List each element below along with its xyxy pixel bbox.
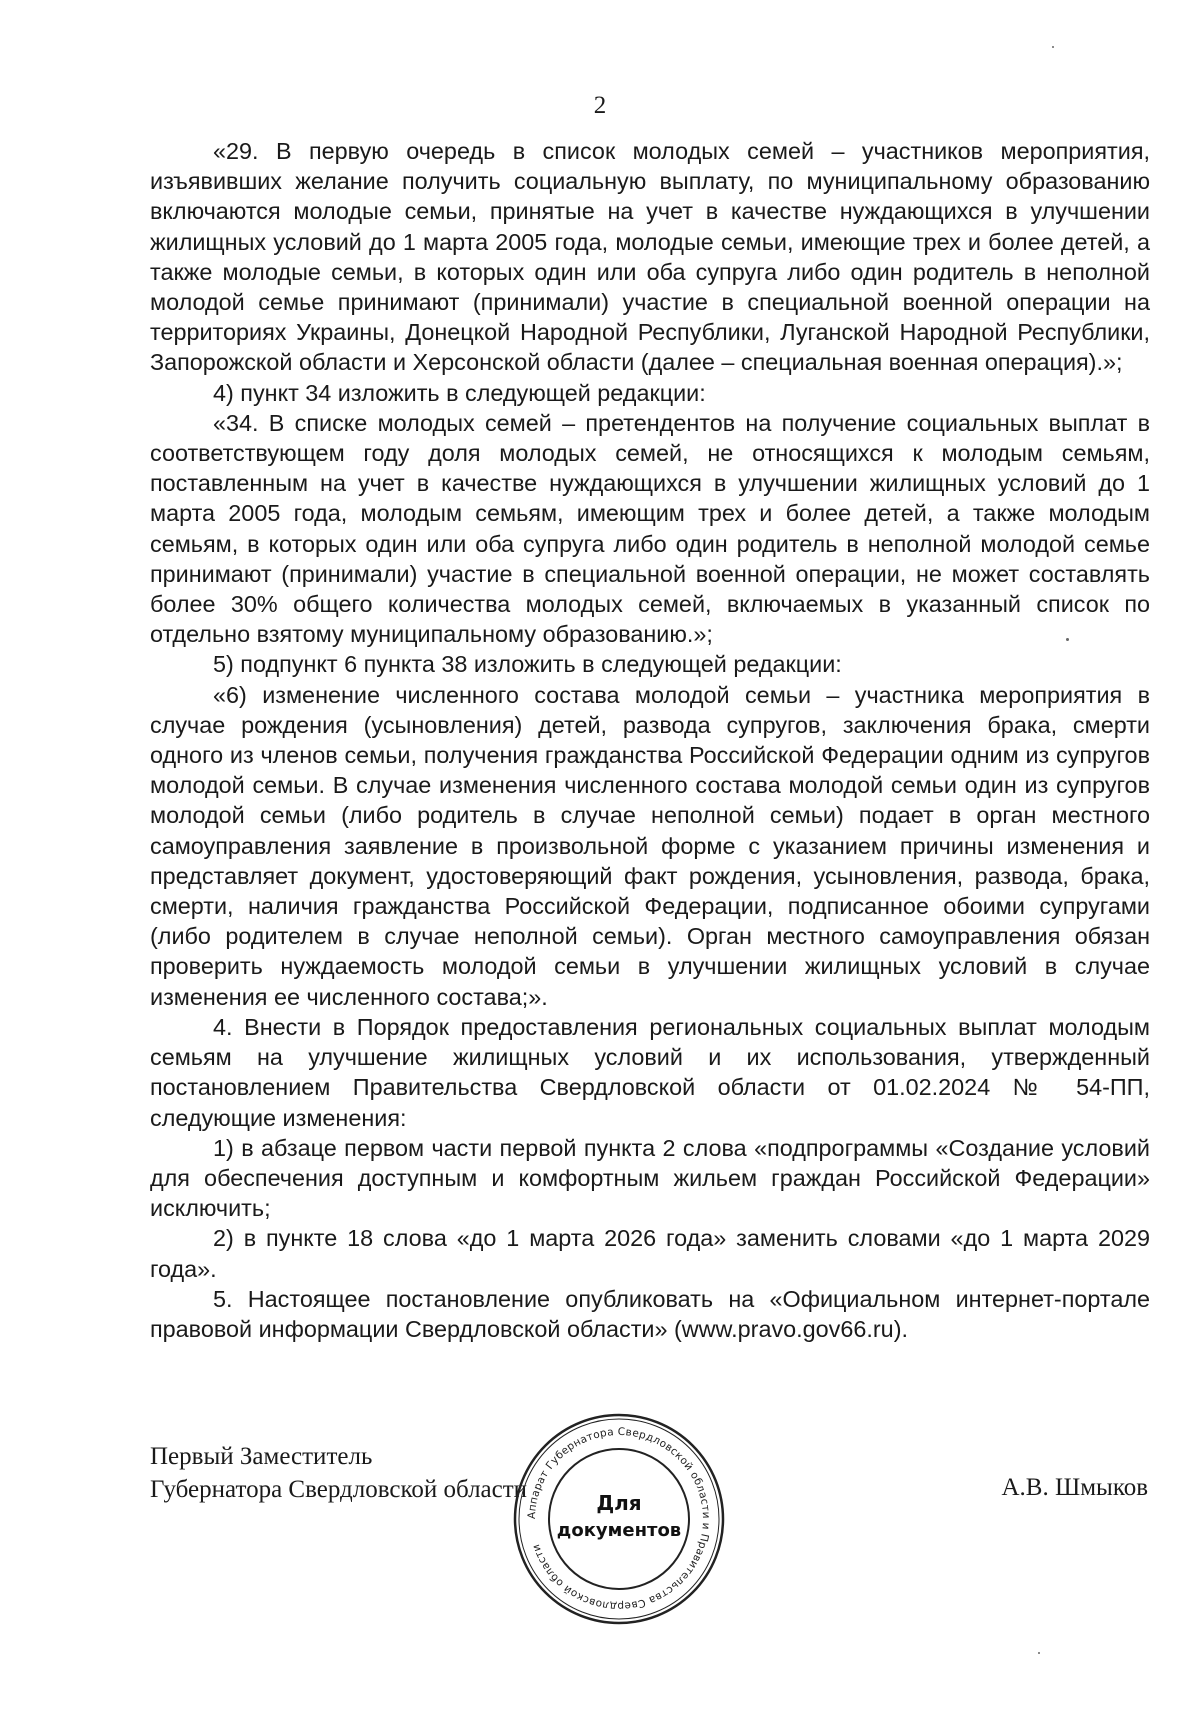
paragraph-amendment-1: 1) в абзаце первом части первой пункта 2 слова «подпрограммы «Создание условий для обеспечения доступным и комфортным жильем граждан Российской Федерации» исключить; — [150, 1134, 1150, 1222]
scan-speck — [1066, 638, 1069, 641]
paragraph-amendment-2: 2) в пункте 18 слова «до 1 марта 2026 года» заменить словами «до 1 марта 2029 года». — [150, 1225, 1150, 1282]
stamp-center-line2: документов — [556, 1520, 682, 1541]
scan-speck — [1052, 46, 1054, 48]
stamp-ring-text: Аппарат Губернатора Свердловской области и Правительства Свердловской области — [525, 1425, 713, 1613]
paragraph-item-5: 5) подпункт 6 пункта 38 изложить в следующей редакции: — [213, 651, 842, 678]
page-number: 2 — [593, 92, 607, 119]
paragraph-29: «29. В первую очередь в список молодых семей – участников мероприятия, изъявивших желание получить социальную выплату, по муниципальному образованию включаются молодые семьи, принятые на учет в качестве нуждающихся в улучшении жилищных условий до 1 марта 2005 года, молодые семьи, имеющие трех и более детей, а также молодые семьи, в которых один или оба супруга либо один родитель в неполной молодой семье принимают (принимали) участие в специальной военной операции на территориях Украины, Донецкой Народной Республики, Луганской Народной Республики, Запорожской области и Херсонской области (далее – специальная военная операция).»; — [150, 138, 1150, 376]
paragraph-34: «34. В списке молодых семей – претендентов на получение социальных выплат в соответствующем году доля молодых семей, не относящихся к молодым семьям, поставленным на учет в качестве нуждающихся в улучшении жилищных условий до 1 марта 2005 года, молодым семьям, имеющим трех и более детей, а также молодым семьям, в которых один или оба супруга либо один родитель в неполной молодой семье принимают (принимали) участие в специальной военной операции, не может составлять более 30% общего количества молодых семей, включаемых в указанный список по отдельно взятому муниципальному образованию.»; — [150, 409, 1150, 648]
stamp-center-line1: Для — [596, 1491, 642, 1515]
paragraph-section-5: 5. Настоящее постановление опубликовать на «Официальном интернет-портале правовой информации Свердловской области» (www.pravo.gov66.ru). — [150, 1285, 1150, 1342]
scan-speck — [1038, 1652, 1040, 1654]
document-body — [150, 136, 1150, 1344]
official-stamp — [508, 1408, 730, 1630]
signatory-position — [150, 1440, 527, 1506]
paragraph-item-4: 4) пункт 34 изложить в следующей редакции: — [213, 379, 706, 406]
paragraph-section-4: 4. Внести в Порядок предоставления региональных социальных выплат молодым семьям на улучшение жилищных условий и их использования, утвержденный постановлением Правительства Свердловской области от 01.02.2024 № 54-ПП, следующие изменения: — [150, 1013, 1150, 1131]
paragraph-subitem-6: «6) изменение численного состава молодой семьи – участника мероприятия в случае рождения (усыновления) детей, развода супругов, заключения брака, смерти одного из членов семьи, получения гражданства Российской Федерации одним из супругов молодой семьи. В случае изменения численного состава молодой семьи один из супругов молодой семьи (либо родитель в случае неполной семьи) подает в орган местного самоуправления заявление в произвольной форме с указанием причины изменения и представляет документ, удостоверяющий факт рождения, усыновления, развода, брака, смерти, наличия гражданства Российской Федерации, подписанное обоими супругами (либо родителем в случае неполной семьи). Орган местного самоуправления обязан проверить нуждаемость молодой семьи в улучшении жилищных условий в случае изменения ее численного состава;». — [150, 681, 1150, 1010]
signatory-position-line1: Первый Заместитель — [150, 1443, 373, 1470]
signatory-name: А.В. Шмыков — [1001, 1474, 1148, 1501]
svg-text:Аппарат Губернатора Свердловск — [526, 1426, 712, 1612]
signatory-position-line2: Губернатора Свердловской области — [150, 1476, 528, 1503]
